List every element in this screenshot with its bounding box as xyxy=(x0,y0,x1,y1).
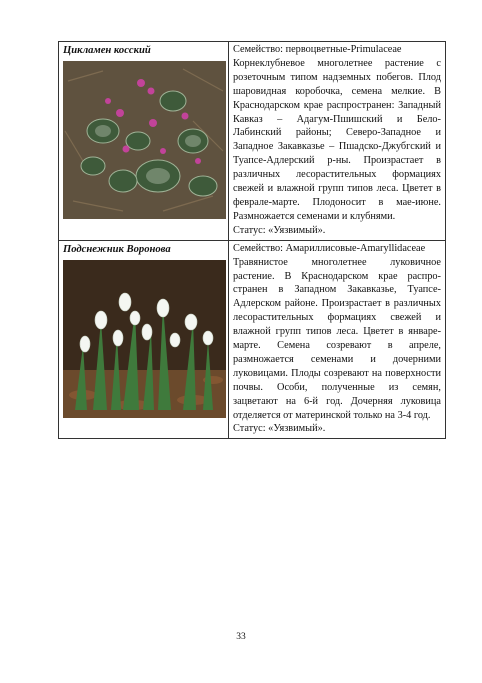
page-number: 33 xyxy=(236,632,246,642)
species-name: Цикламен косский xyxy=(63,45,151,56)
species-description: Корнеклубневое многолетнее растение с розеточным типом надземных побегов. Плод шаровидная коробочка, семена мелкие. В Краснодарском крае распространен: Западный Кавказ – Адагум-Пшишский и Бело-Лабинский районы; Северо-Западное и Западное Закавказье – Пшадско-Джубгский и Туапсе-Адлерский р-ны. Произрастает в различных лесорастительных формациях свежей и влажной групп типов леса. Цветет в феврале-марте. Плодоносит в мае-июне. Размножается семенами и клубнями. xyxy=(233,57,441,222)
snowdrop-photo xyxy=(63,260,226,418)
species-description: Травянистое многолетнее луковичное растение. В Краснодарском крае распро-странен в Западном Закавказье, Туапсе-Адлерском районе. Произрастает в различных лесорастительных формациях свежей и влажной групп типов леса. Цветет в январе-марте. Семена созревают в апреле, размножается семенами и дочерними луковицами. Плоды созревают на поверхности почвы. Особи, полученные из семян, зацветают на 6-й год. Дочерняя луковица отделяется от материнской только на 3-4 год. xyxy=(233,256,441,421)
species-name: Подснежник Воронова xyxy=(63,243,171,255)
species-family: Семейство: первоцветные-Primulaceae xyxy=(233,44,402,55)
species-description-block xyxy=(229,241,445,439)
species-status: Статус: «Уязвимый». xyxy=(233,224,326,236)
species-cell-left xyxy=(59,42,229,241)
species-status: Статус: «Уязвимый». xyxy=(233,423,326,435)
table-row xyxy=(59,240,446,439)
cyclamen-photo xyxy=(63,61,226,219)
species-cell-right xyxy=(229,240,446,439)
species-cell-right xyxy=(229,42,446,241)
table-row xyxy=(59,42,446,241)
species-table xyxy=(58,41,446,439)
species-description-block xyxy=(229,42,445,240)
species-cell-left xyxy=(59,240,229,439)
species-family: Семейство: Амариллисовые-Amaryllidaceae xyxy=(233,242,426,254)
